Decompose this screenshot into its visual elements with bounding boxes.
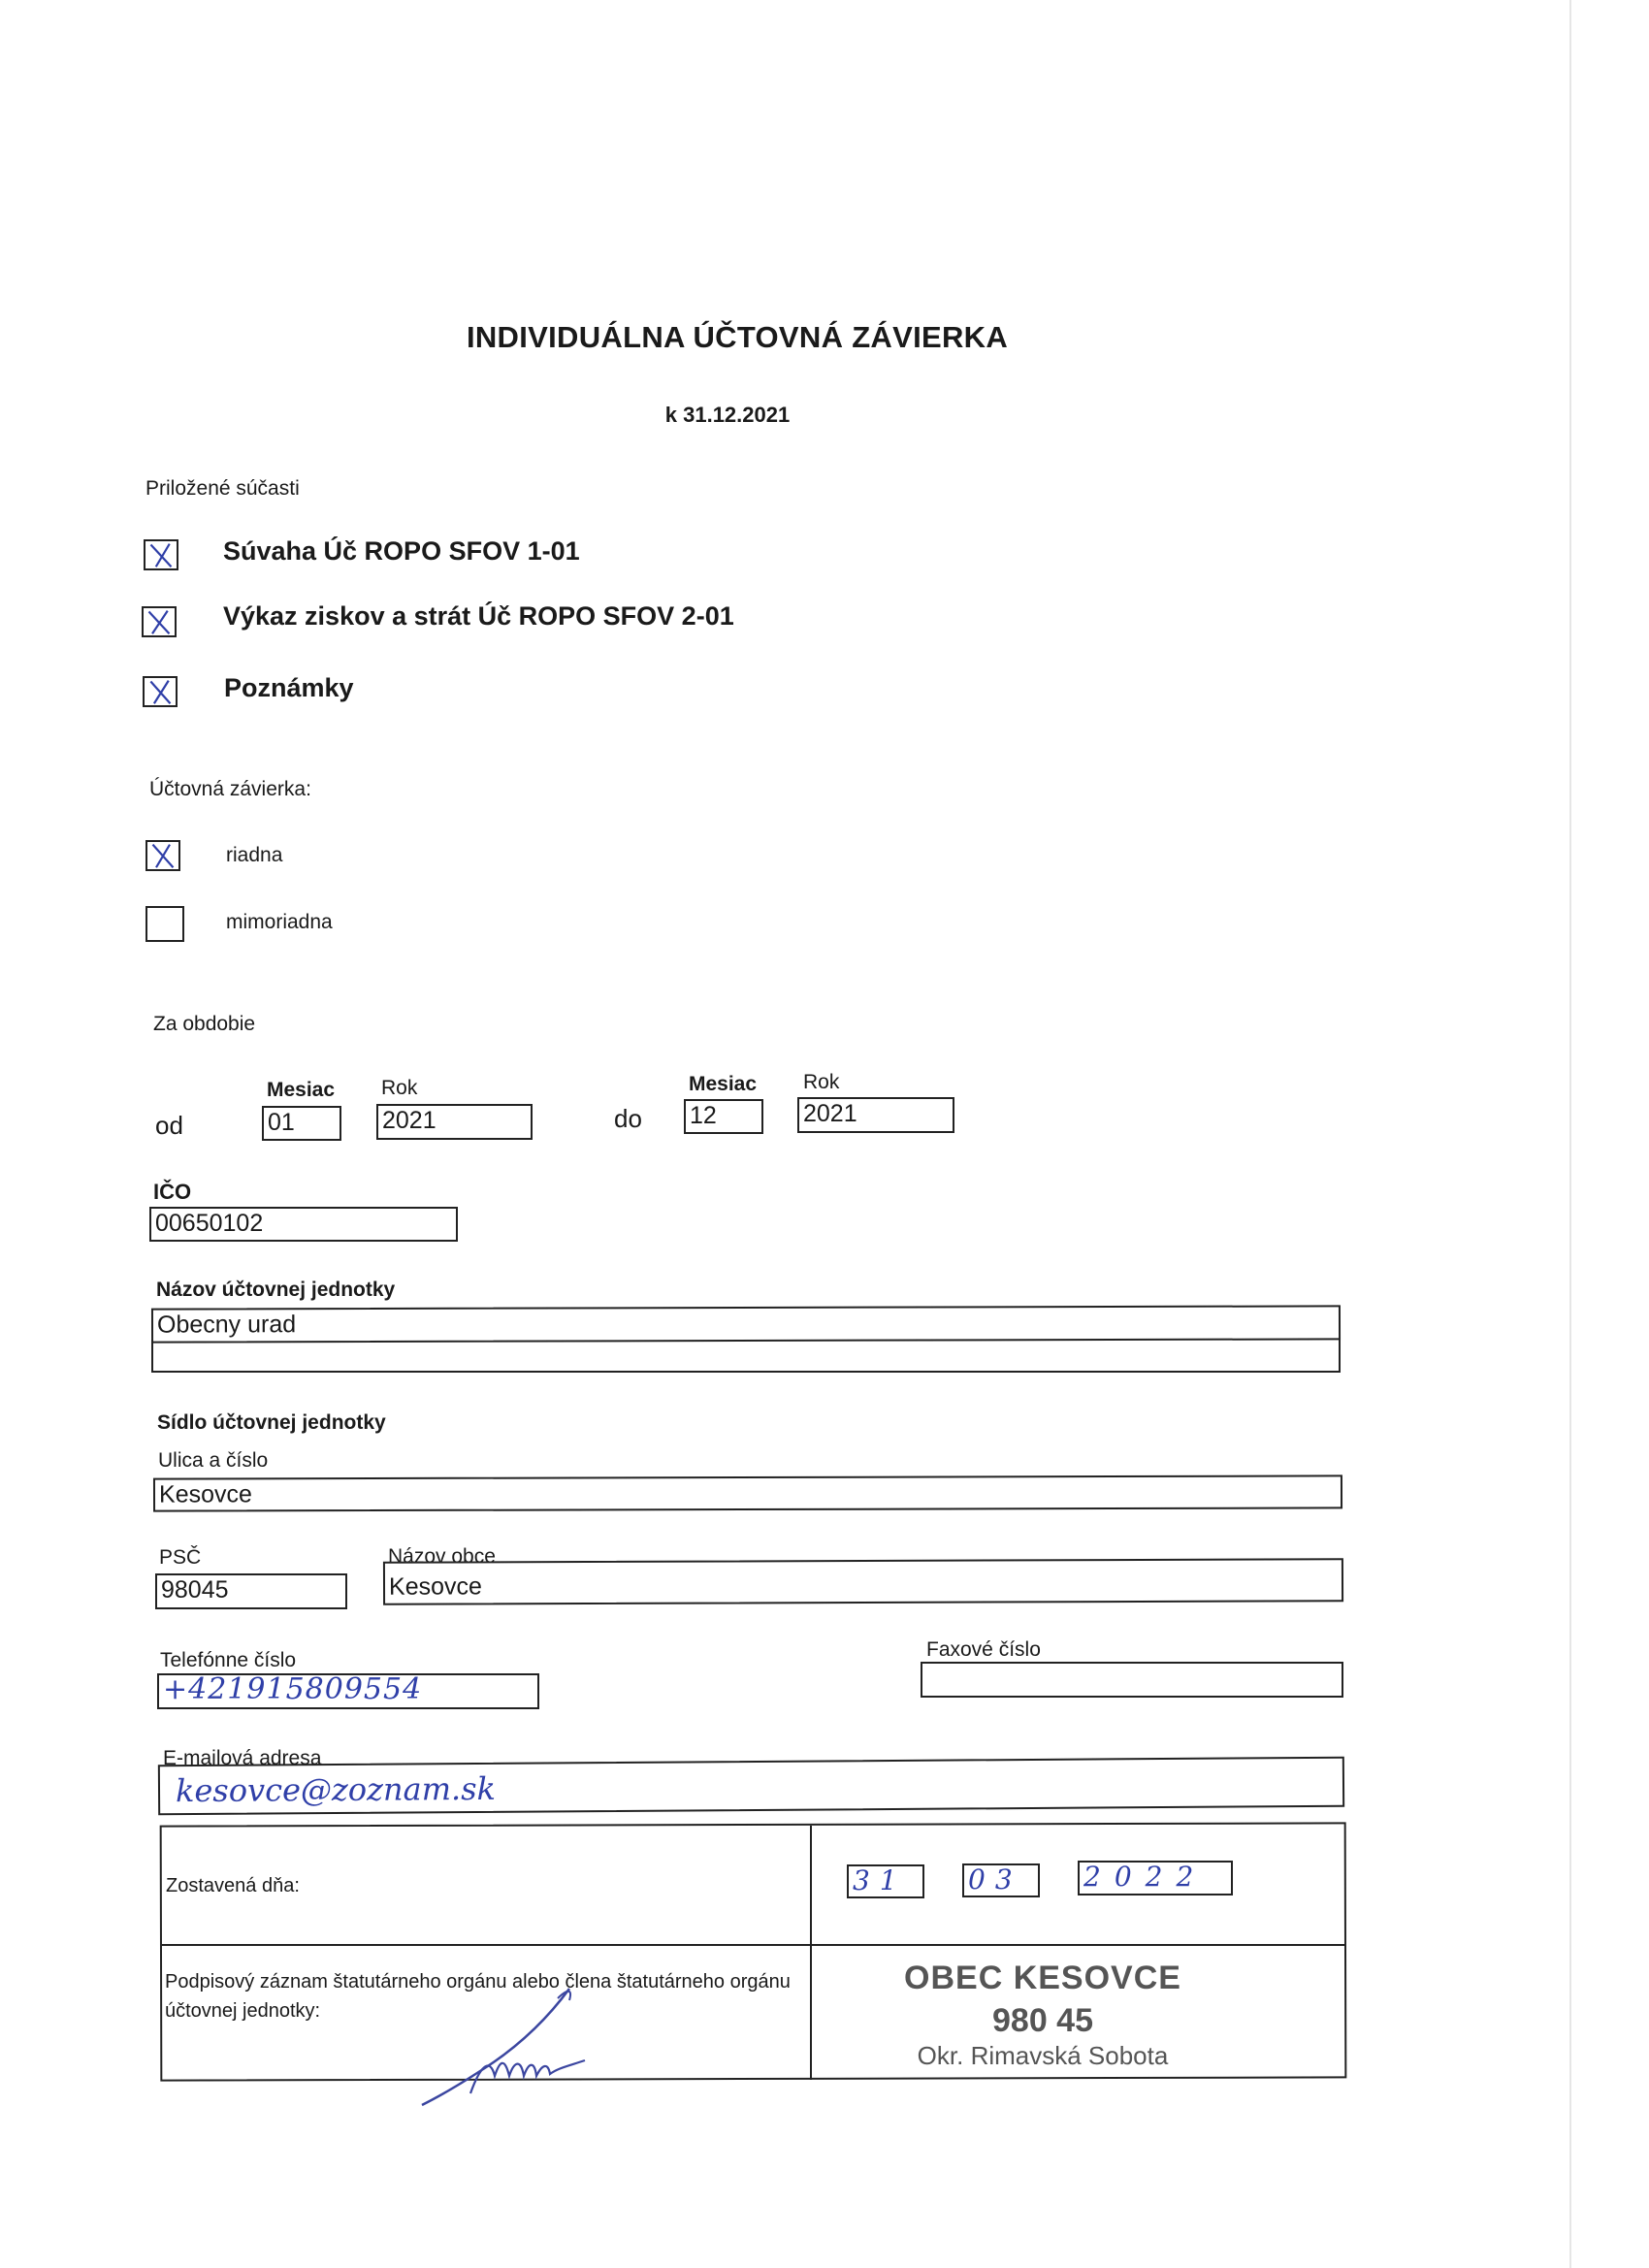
- attachment-checkbox-1[interactable]: [144, 539, 178, 570]
- from-year-field[interactable]: 2021: [376, 1104, 533, 1140]
- check-x-icon: [145, 678, 176, 705]
- page-title: INDIVIDUÁLNA ÚČTOVNÁ ZÁVIERKA: [466, 320, 1009, 354]
- check-x-icon: [147, 842, 178, 869]
- ico-label: IČO: [153, 1180, 192, 1204]
- closing-heading: Účtovná závierka:: [149, 778, 311, 800]
- closing-extraordinary-checkbox[interactable]: [146, 906, 184, 942]
- compiled-month-field[interactable]: 03: [962, 1863, 1040, 1897]
- to-month-field[interactable]: 12: [684, 1099, 763, 1134]
- attachment-label-2: Výkaz ziskov a strát Úč ROPO SFOV 2-01: [223, 601, 734, 631]
- fax-label: Faxové číslo: [926, 1638, 1041, 1661]
- attachments-heading: Priložené súčasti: [146, 477, 300, 500]
- attachment-checkbox-3[interactable]: [143, 676, 178, 707]
- city-field[interactable]: Kesovce: [383, 1558, 1343, 1604]
- phone-field[interactable]: +421915809554: [157, 1673, 539, 1709]
- sign-label: Podpisový záznam štatutárneho orgánu alebo člena štatutárneho orgánu účtovnej jednotky:: [165, 1971, 791, 2022]
- from-month-field[interactable]: 01: [262, 1106, 341, 1141]
- ico-field[interactable]: 00650102: [149, 1207, 458, 1242]
- stamp-line-2: 980 45: [992, 2002, 1093, 2039]
- street-label: Ulica a číslo: [158, 1449, 269, 1472]
- psc-field[interactable]: 98045: [155, 1573, 347, 1609]
- to-label: do: [614, 1104, 642, 1133]
- scan-edge: [1569, 0, 1571, 2268]
- attachment-checkbox-2[interactable]: [142, 606, 177, 637]
- check-x-icon: [146, 541, 177, 568]
- closing-regular-label: riadna: [226, 844, 283, 866]
- email-field[interactable]: kesovce@zoznam.sk: [158, 1757, 1344, 1816]
- to-month-label: Mesiac: [689, 1073, 758, 1095]
- from-year-label: Rok: [381, 1077, 418, 1099]
- stamp-line-3: Okr. Rimavská Sobota: [917, 2041, 1169, 2070]
- check-x-icon: [144, 608, 175, 635]
- attachment-label-3: Poznámky: [224, 673, 354, 702]
- city-label: Názov obce: [388, 1545, 496, 1568]
- signature-table-row-divider: [162, 1944, 1345, 1946]
- stamp-line-1: OBEC KESOVCE: [904, 1960, 1181, 1996]
- from-month-label: Mesiac: [267, 1079, 336, 1101]
- compiled-day-field[interactable]: 31: [847, 1864, 924, 1898]
- period-heading: Za obdobie: [153, 1013, 256, 1035]
- email-label: E-mailová adresa: [163, 1747, 322, 1769]
- psc-label: PSČ: [159, 1546, 202, 1569]
- unit-name-line1[interactable]: Obecny urad: [151, 1305, 1341, 1343]
- signature-table-divider: [810, 1826, 812, 2080]
- compiled-label: Zostavená dňa:: [166, 1875, 300, 1896]
- attachment-label-1: Súvaha Úč ROPO SFOV 1-01: [223, 536, 580, 566]
- closing-regular-checkbox[interactable]: [146, 840, 180, 871]
- compiled-year-field[interactable]: 2022: [1078, 1861, 1233, 1895]
- closing-extraordinary-label: mimoriadna: [226, 911, 333, 933]
- unit-name-line2[interactable]: [151, 1340, 1341, 1373]
- unit-name-label: Názov účtovnej jednotky: [156, 1279, 396, 1301]
- seat-heading: Sídlo účtovnej jednotky: [157, 1411, 386, 1434]
- as-of-date: k 31.12.2021: [664, 403, 791, 427]
- to-year-field[interactable]: 2021: [797, 1097, 954, 1133]
- signature-scribble: [412, 1979, 597, 2110]
- street-field[interactable]: Kesovce: [153, 1474, 1342, 1511]
- phone-label: Telefónne číslo: [160, 1649, 297, 1671]
- from-label: od: [155, 1111, 183, 1140]
- fax-field[interactable]: [921, 1662, 1343, 1698]
- to-year-label: Rok: [803, 1071, 840, 1093]
